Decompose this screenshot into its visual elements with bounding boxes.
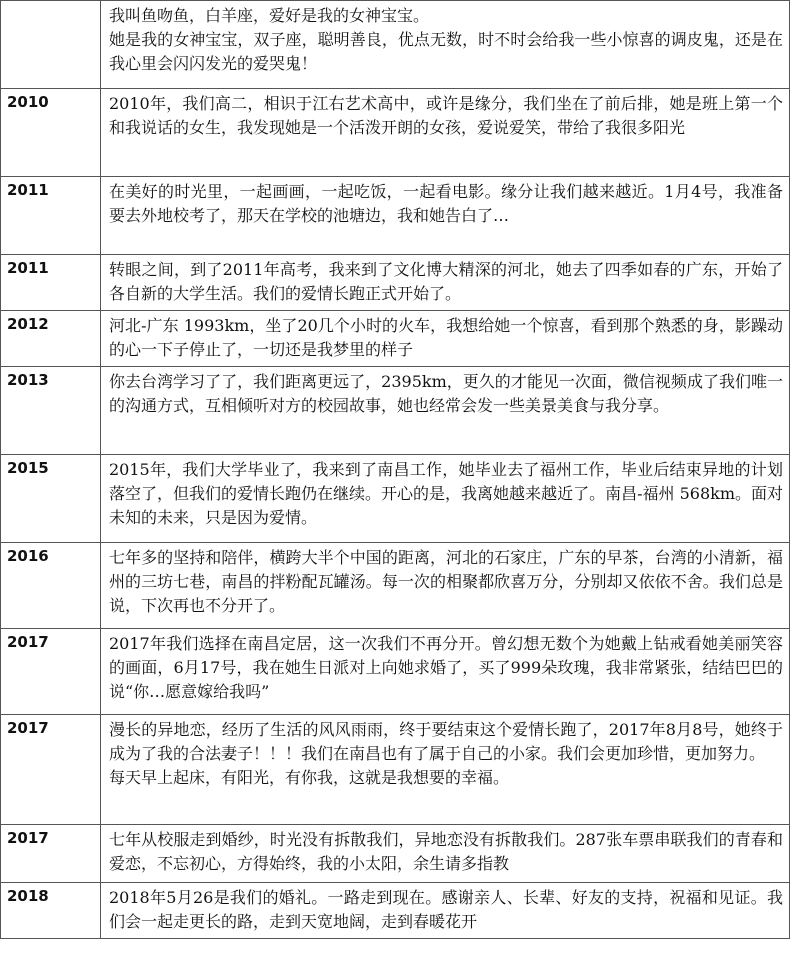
timeline-body [1, 1, 790, 939]
year-cell: 2017 [1, 629, 101, 715]
story-paragraph: 我叫鱼吻鱼，白羊座，爱好是我的女神宝宝。 [109, 6, 430, 25]
story-cell [101, 89, 790, 177]
year-cell [1, 1, 101, 89]
timeline-row [1, 455, 790, 543]
story-cell [101, 629, 790, 715]
year-cell: 2016 [1, 543, 101, 629]
story-paragraph: 她是我的女神宝宝，双子座，聪明善良，优点无数，时不时会给我一些小惊喜的调皮鬼，还是在我心里会闪闪发光的爱哭鬼！ [109, 30, 783, 73]
story-paragraph: 转眼之间，到了2011年高考，我来到了文化博大精深的河北，她去了四季如春的广东，开始了各自新的大学生活。我们的爱情长跑正式开始了。 [109, 260, 783, 303]
timeline-row [1, 883, 790, 939]
story-cell [101, 311, 790, 367]
story-cell [101, 177, 790, 255]
year-cell: 2015 [1, 455, 101, 543]
year-cell: 2011 [1, 177, 101, 255]
timeline-row [1, 367, 790, 455]
timeline-row [1, 543, 790, 629]
year-cell: 2013 [1, 367, 101, 455]
story-paragraph: 2018年5月26是我们的婚礼。一路走到现在。感谢亲人、长辈、好友的支持，祝福和见证。我们会一起走更长的路，走到天宽地阔，走到春暖花开 [109, 888, 783, 931]
story-paragraph: 七年多的坚持和陪伴，横跨大半个中国的距离，河北的石家庄，广东的早茶，台湾的小清新，福州的三坊七巷，南昌的拌粉配瓦罐汤。每一次的相聚都欣喜万分，分别却又依依不舍。我们总是说，下次再也不分开了。 [109, 548, 783, 615]
story-paragraph: 漫长的异地恋，经历了生活的风风雨雨，终于要结束这个爱情长跑了，2017年8月8号，她终于成为了我的合法妻子！！！我们在南昌也有了属于自己的小家。我们会更加珍惜，更加努力。 [109, 720, 783, 763]
story-cell [101, 455, 790, 543]
timeline-row [1, 89, 790, 177]
year-cell: 2018 [1, 883, 101, 939]
timeline-row [1, 629, 790, 715]
story-paragraph: 2010年，我们高二，相识于江右艺术高中，或许是缘分，我们坐在了前后排，她是班上第一个和我说话的女生，我发现她是一个活泼开朗的女孩，爱说爱笑，带给了我很多阳光 [109, 94, 783, 137]
timeline-row [1, 715, 790, 825]
story-paragraph: 在美好的时光里，一起画画，一起吃饭，一起看电影。缘分让我们越来越近。1月4号，我准备要去外地校考了，那天在学校的池塘边，我和她告白了… [109, 182, 783, 225]
story-paragraph: 七年从校服走到婚纱，时光没有拆散我们，异地恋没有拆散我们。287张车票串联我们的青春和爱恋，不忘初心，方得始终，我的小太阳，余生请多指教 [109, 830, 783, 873]
story-cell [101, 883, 790, 939]
timeline-row [1, 177, 790, 255]
story-paragraph: 每天早上起床，有阳光，有你我，这就是我想要的幸福。 [109, 768, 510, 787]
timeline-row [1, 1, 790, 89]
story-paragraph: 河北-广东 1993km，坐了20几个小时的火车，我想给她一个惊喜，看到那个熟悉的身，影躁动的心一下子停止了，一切还是我梦里的样子 [109, 316, 783, 359]
year-cell: 2017 [1, 715, 101, 825]
timeline-row [1, 311, 790, 367]
timeline-row [1, 255, 790, 311]
story-cell [101, 543, 790, 629]
story-paragraph: 2017年我们选择在南昌定居，这一次我们不再分开。曾幻想无数个为她戴上钻戒看她美丽笑容的画面，6月17号，我在她生日派对上向她求婚了，买了999朵玫瑰，我非常紧张，结结巴巴的说“你…愿意嫁给我吗” [109, 634, 783, 701]
story-paragraph: 2015年，我们大学毕业了，我来到了南昌工作，她毕业去了福州工作，毕业后结束异地的计划落空了，但我们的爱情长跑仍在继续。开心的是，我离她越来越近了。南昌-福州 568km。面对未知的未来，只是因为爱情。 [109, 460, 783, 527]
story-paragraph: 你去台湾学习了了，我们距离更远了，2395km，更久的才能见一次面，微信视频成了我们唯一的沟通方式，互相倾听对方的校园故事，她也经常会发一些美景美食与我分享。 [109, 372, 783, 415]
story-cell [101, 367, 790, 455]
year-cell: 2017 [1, 825, 101, 883]
story-cell [101, 255, 790, 311]
year-cell: 2011 [1, 255, 101, 311]
story-cell [101, 825, 790, 883]
story-cell [101, 715, 790, 825]
year-cell: 2010 [1, 89, 101, 177]
story-cell [101, 1, 790, 89]
timeline-row [1, 825, 790, 883]
year-cell: 2012 [1, 311, 101, 367]
